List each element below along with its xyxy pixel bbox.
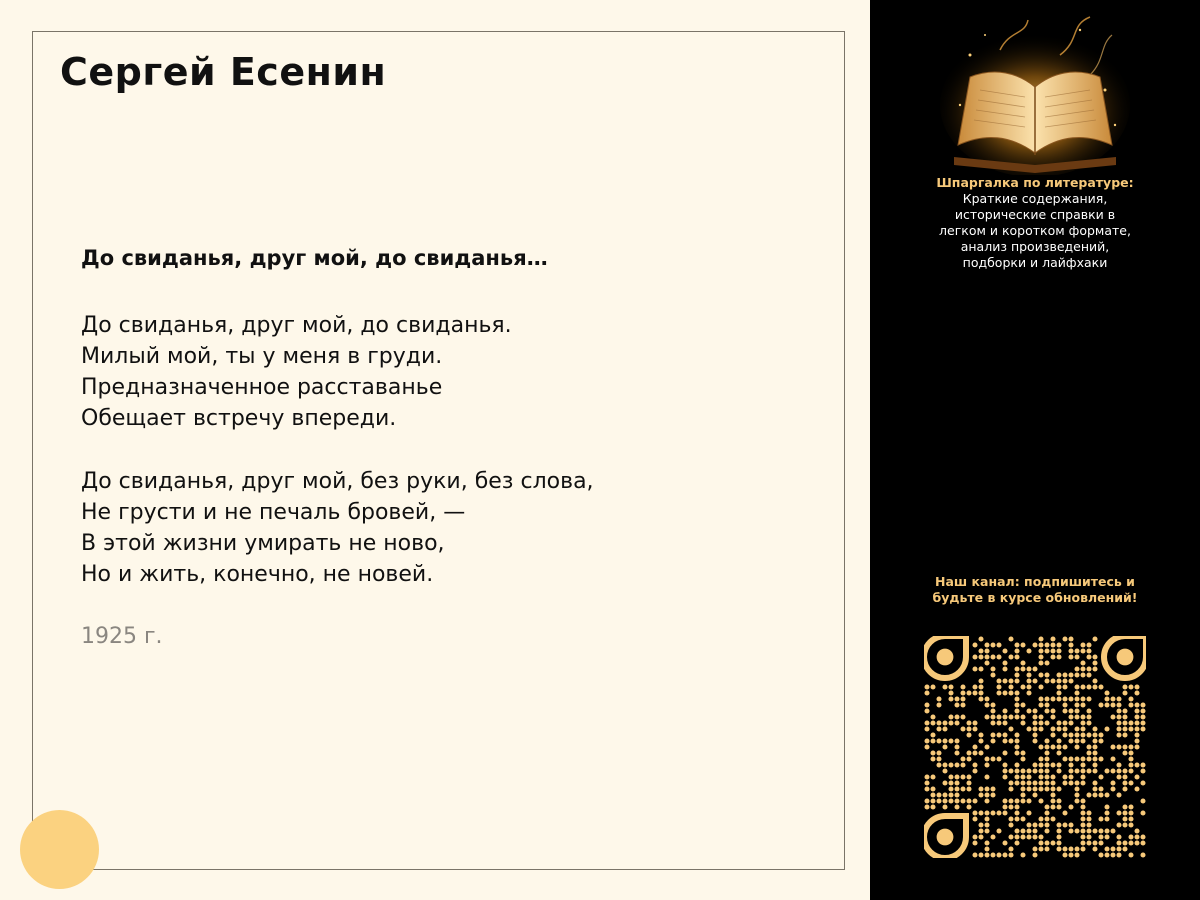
- poem-line: В этой жизни умирать не ново,: [81, 531, 445, 556]
- poem-line: Не грусти и не печаль бровей, —: [81, 500, 466, 525]
- poem-year: 1925 г.: [81, 624, 163, 649]
- qr-code[interactable]: [924, 636, 1146, 858]
- poem-title: До свиданья, друг мой, до свиданья…: [81, 246, 548, 270]
- decorative-circle: [20, 810, 99, 889]
- poem-line: До свиданья, друг мой, без руки, без слова,: [81, 469, 594, 494]
- stanza-2: [81, 466, 594, 590]
- channel-cta: Наш канал: подпишитесь и будьте в курсе обновлений!: [932, 574, 1138, 605]
- poem-line: Но и жить, конечно, не новей.: [81, 562, 434, 587]
- poem-card: [32, 31, 845, 870]
- stanza-1: [81, 310, 512, 434]
- sidebar: [870, 0, 1200, 900]
- poem-line: Предназначенное расставанье: [81, 375, 443, 400]
- author-name: Сергей Есенин: [60, 50, 387, 94]
- poem-line: До свиданья, друг мой, до свиданья.: [81, 313, 512, 338]
- promo-heading: Шпаргалка по литературе:: [936, 175, 1134, 190]
- promo-text: [930, 175, 1140, 271]
- poem-line: Обещает встречу впереди.: [81, 406, 397, 431]
- promo-description: Краткие содержания, исторические справки в легком и коротком формате, анализ произведений, подборки и лайфхаки: [939, 191, 1131, 270]
- open-book-icon: [940, 15, 1130, 175]
- poem-line: Милый мой, ты у меня в груди.: [81, 344, 443, 369]
